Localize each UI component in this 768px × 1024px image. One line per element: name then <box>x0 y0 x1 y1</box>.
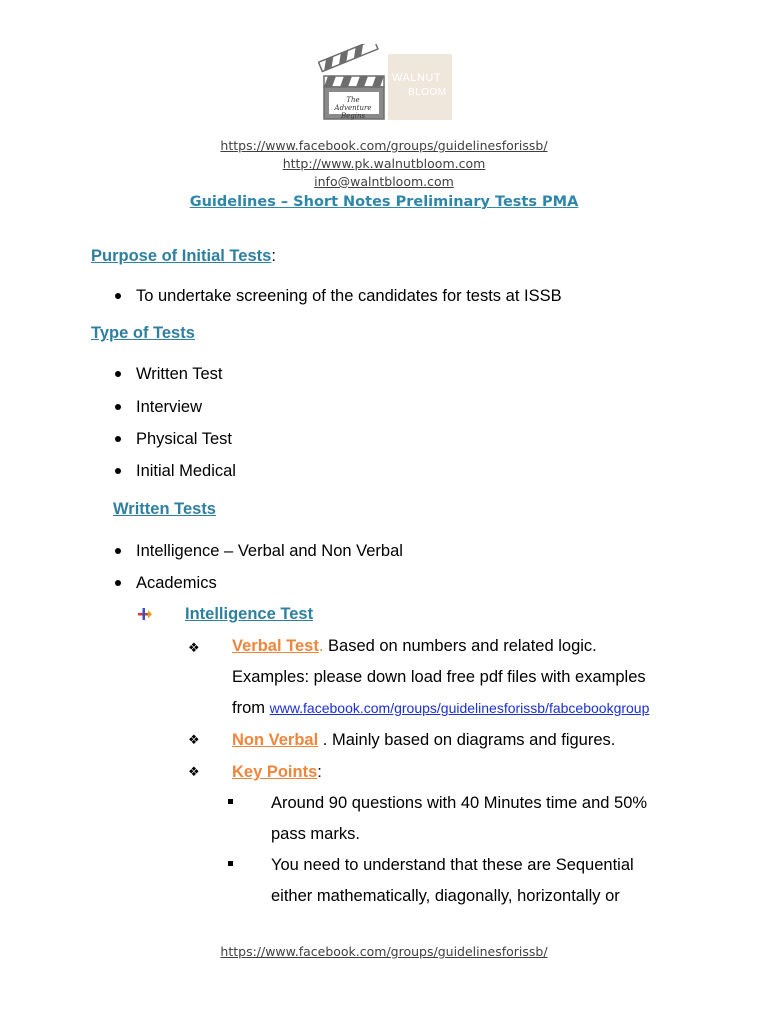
bullet-icon <box>115 436 121 442</box>
brand-line-2: BLOOM <box>408 87 447 98</box>
bullet-icon <box>115 293 121 299</box>
arrow-bullet-icon <box>135 605 153 623</box>
nonverbal-text: . Mainly based on diagrams and figures. <box>318 731 616 749</box>
nonverbal-row <box>232 729 615 751</box>
footer <box>0 943 768 961</box>
keypoints-label: Key Points <box>232 763 318 781</box>
types-heading: Type of Tests <box>91 324 195 342</box>
footer-facebook-link[interactable]: https://www.facebook.com/groups/guidelinesforissb/ <box>220 944 548 959</box>
diamond-bullet-icon: ❖ <box>188 764 200 779</box>
verbal-facebook-link[interactable]: www.facebook.com/groups/guidelinesforissb/fabcebookgroup <box>269 700 650 716</box>
verbal-line-3 <box>232 697 649 719</box>
verbal-row <box>232 635 597 657</box>
verbal-dot: . <box>318 637 324 655</box>
bullet-icon <box>115 468 121 474</box>
clapper-text-2: Begins <box>340 112 366 120</box>
types-item-1: Written Test <box>136 365 223 383</box>
bullet-icon <box>115 371 121 377</box>
purpose-item-1: To undertake screening of the candidates for tests at ISSB <box>136 287 562 305</box>
verbal-from: from <box>232 699 270 717</box>
diamond-bullet-icon: ❖ <box>188 732 200 747</box>
written-item-1: Intelligence – Verbal and Non Verbal <box>136 542 403 560</box>
bullet-icon <box>115 548 121 554</box>
header-facebook-link[interactable]: https://www.facebook.com/groups/guidelinesforissb/ <box>220 138 548 153</box>
diamond-bullet-icon: ❖ <box>188 640 200 655</box>
intelligence-heading: Intelligence Test <box>185 605 314 623</box>
bullet-icon <box>115 404 121 410</box>
keypoint-2-line-1: You need to understand that these are Sequential <box>271 856 634 874</box>
keypoint-2-line-2: either mathematically, diagonally, horizontally or <box>271 887 620 905</box>
types-item-3: Physical Test <box>136 430 232 448</box>
purpose-colon: : <box>271 247 276 265</box>
types-item-4: Initial Medical <box>136 462 236 480</box>
written-heading: Written Tests <box>113 500 216 518</box>
bullet-icon <box>115 580 121 586</box>
logo <box>318 44 454 122</box>
keypoint-1-line-1: Around 90 questions with 40 Minutes time and 50% <box>271 794 648 812</box>
keypoints-row <box>232 761 322 783</box>
clapper-text-1: The Adventure <box>334 96 372 112</box>
types-item-2: Interview <box>136 398 203 416</box>
written-item-2: Academics <box>136 574 217 592</box>
purpose-heading: Purpose of Initial Tests <box>91 247 272 265</box>
nonverbal-label: Non Verbal <box>232 731 319 749</box>
header-site-link[interactable]: http://www.pk.walnutbloom.com <box>282 156 486 171</box>
clapper-caption <box>330 96 376 120</box>
header-email-link[interactable]: info@walntbloom.com <box>314 174 454 189</box>
brand-box <box>388 54 452 120</box>
verbal-text: Based on numbers and related logic. <box>323 637 597 655</box>
keypoint-1-line-2: pass marks. <box>271 825 360 843</box>
verbal-line-2: Examples: please down load free pdf files with examples <box>232 668 646 686</box>
purpose-heading-row <box>91 245 276 267</box>
header-links <box>0 137 768 191</box>
brand-line-1: WALNUT <box>392 72 442 84</box>
square-bullet-icon <box>228 799 233 804</box>
square-bullet-icon <box>228 861 233 866</box>
keypoints-colon: : <box>317 763 322 781</box>
verbal-label: Verbal Test <box>232 637 319 655</box>
document-title: Guidelines – Short Notes Preliminary Tests PMA <box>189 194 579 210</box>
